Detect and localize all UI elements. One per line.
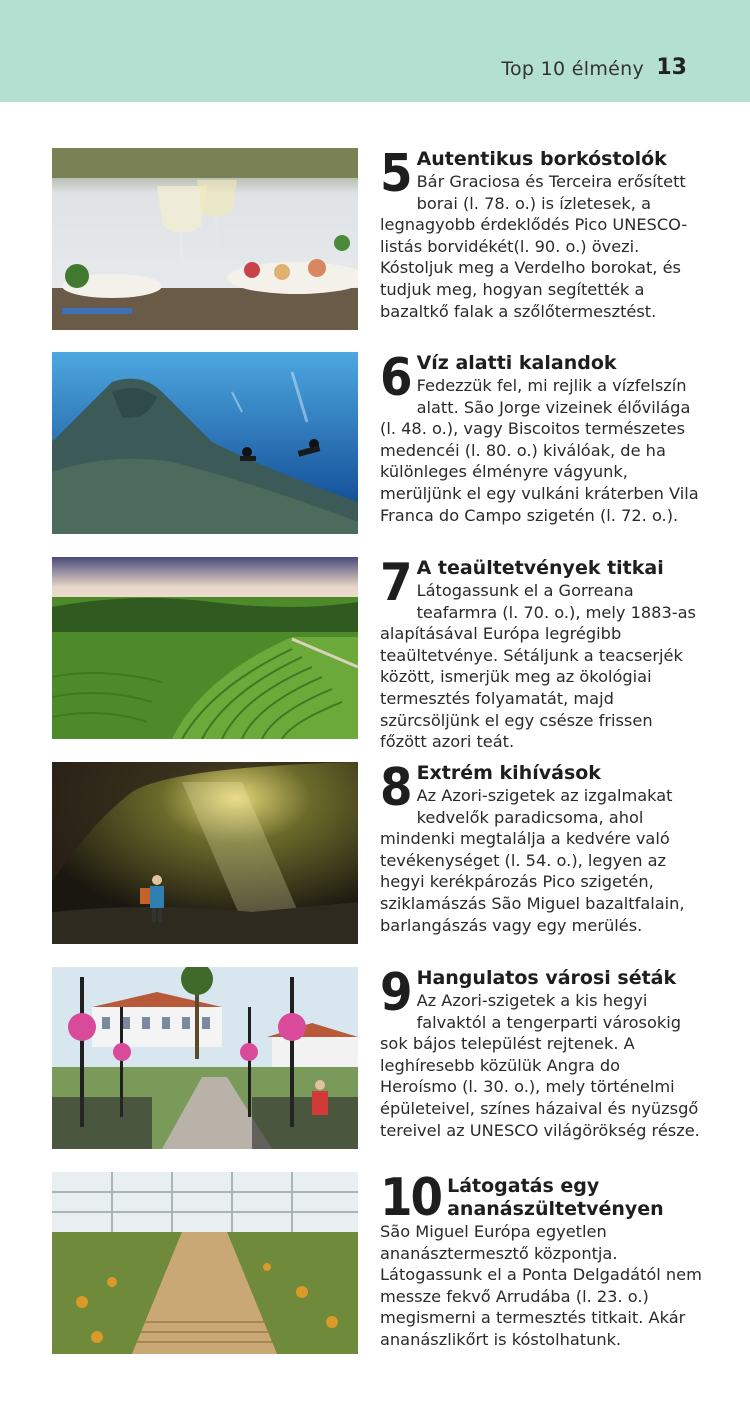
entry-body: São Miguel Európa egyetlen ananásztermesztő központja. Látogassunk el a Ponta Delgadától nem messze fekvő Arrudába (l. 23. o.) megismerni a termesztés titkait. Akár ananászlikőrt is kóstolhatunk.: [380, 1222, 702, 1349]
entry-body: Fedezzük fel, mi rejlik a vízfelszín alatt. São Jorge vizeinek élővilága (l. 48. o.), vagy Biscoitos természetes medencéi (l. 80. o.) kiválóak, de ha különleges élményre vágyunk, merüljünk el egy vulkáni kráterben Vila Franca do Campo szigetén (l. 72. o.).: [380, 376, 699, 525]
entry-title: Hangulatos városi séták: [416, 967, 677, 989]
entry-body: Az Azori-szigetek a kis hegyi falvaktól a tengerparti városokig sok bájos települést rejtenek. A leghíresebb közülük Angra do Heroísmo (l. 30. o.), mely történelmi épületeivel, színes házaival és nyüzsgő tereivel az UNESCO világörökség része.: [380, 991, 700, 1140]
list-item: [52, 1168, 702, 1354]
list-item: [52, 758, 702, 944]
tea-plantation-photo: [52, 557, 358, 739]
entry-number: 8: [380, 758, 411, 818]
entry-title: Extrém kihívások: [416, 762, 601, 784]
entry-number: 10: [380, 1168, 442, 1228]
section-label: Top 10 élmény: [501, 58, 644, 80]
entry-title: Látogatás egy ananászültetvényen: [447, 1175, 664, 1220]
list-item: [52, 553, 702, 752]
entry-title: Víz alatti kalandok: [416, 352, 617, 374]
entry-number: 7: [380, 553, 411, 613]
page-number: 13: [656, 55, 687, 80]
entry-title: A teaültetvények titkai: [416, 557, 664, 579]
entry-number: 6: [380, 348, 411, 408]
list-item: [52, 963, 702, 1149]
pineapple-greenhouse-photo: [52, 1172, 358, 1354]
list-item: [52, 144, 702, 330]
entry-number: 9: [380, 963, 411, 1023]
entry-number: 5: [380, 144, 411, 204]
wine-tasting-photo: [52, 148, 358, 330]
page-header: [0, 0, 750, 102]
entry-body: Látogassunk el a Gorreana teafarmra (l. 70. o.), mely 1883-as alapításával Európa legrégibb teaültetvénye. Sétáljunk a teacserjék között, ismerjük meg az ökológiai termesztés folyamatát, majd szürcsöljünk el egy csésze frissen főzött azori teát.: [380, 581, 696, 752]
list-item: [52, 348, 702, 534]
entry-body: Bár Graciosa és Terceira erősített borai (l. 78. o.) is ízletesek, a legnagyobb érdeklődés Pico UNESCO-listás borvidékét(l. 90. o.) övezi. Kóstoljuk meg a Verdelho borokat, és tudjuk meg, hogyan segítették a bazaltkő falak a szőlőtermesztést.: [380, 172, 688, 321]
entry-title: Autentikus borkóstolók: [416, 148, 667, 170]
entry-body: Az Azori-szigetek az izgalmakat kedvelők paradicsoma, ahol mindenki megtalálja a kedvére való tevékenységet (l. 54. o.), legyen az hegyi kerékpározás Pico szigetén, sziklamászás São Miguel bazaltfalain, barlangászás vagy egy merülés.: [380, 786, 685, 935]
cave-photo: [52, 762, 358, 944]
town-street-photo: [52, 967, 358, 1149]
diving-photo: [52, 352, 358, 534]
